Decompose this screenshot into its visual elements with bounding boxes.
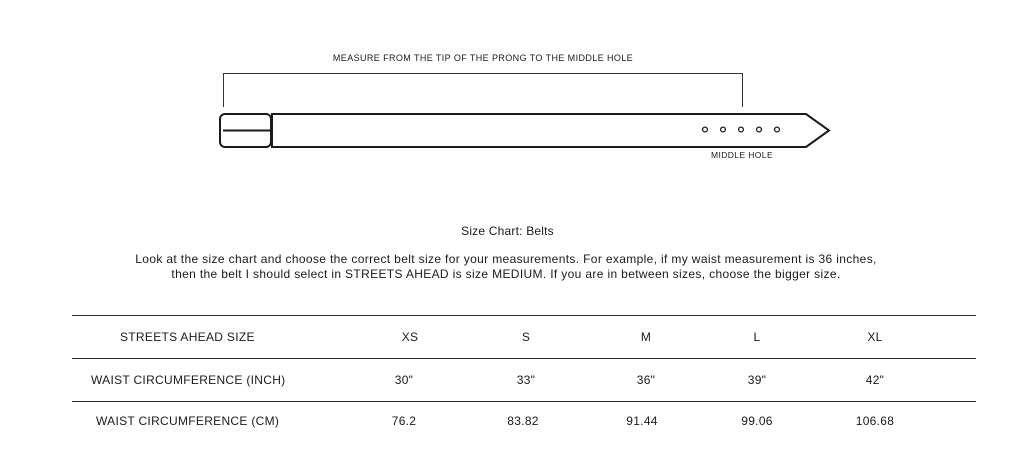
inch-xl: 42" [865,373,885,387]
cm-l: 99.06 [741,414,773,428]
cm-row-label: WAIST CIRCUMFERENCE (CM) [96,414,280,428]
inch-s: 33" [516,373,536,387]
size-row-label: STREETS AHEAD SIZE [120,330,255,344]
cm-m: 91.44 [626,414,658,428]
intro-line-1: Look at the size chart and choose the correct belt size for your measurements. For example, if my waist measurement is 36 inches, [135,252,877,266]
inch-m: 36" [636,373,656,387]
size-m: M [640,330,652,344]
middle-hole-label: MIDDLE HOLE [710,150,774,160]
belt-diagram-svg [0,0,1024,200]
size-l: L [753,330,761,344]
size-chart-table [72,315,976,440]
table-row-cm [72,402,976,441]
inch-row-label: WAIST CIRCUMFERENCE (INCH) [91,373,286,387]
belt-strap [272,114,829,147]
measure-label: MEASURE FROM THE TIP OF THE PRONG TO THE MIDDLE HOLE [332,53,634,63]
size-xl: XL [867,330,883,344]
cm-xl: 106.68 [855,414,895,428]
inch-l: 39" [747,373,767,387]
intro-text [0,252,1012,281]
measurement-bracket [224,74,743,108]
cm-s: 83.82 [507,414,539,428]
table-row-size [72,316,976,359]
chart-title: Size Chart: Belts [461,224,554,238]
size-xs: XS [401,330,419,344]
belt-diagram [0,0,1024,200]
inch-xs: 30" [394,373,414,387]
size-s: S [521,330,531,344]
intro-line-2: then the belt I should select in STREETS AHEAD is size MEDIUM. If you are in between sizes, choose the bigger size. [171,266,841,281]
cm-xs: 76.2 [391,414,417,428]
table-row-inch [72,359,976,402]
